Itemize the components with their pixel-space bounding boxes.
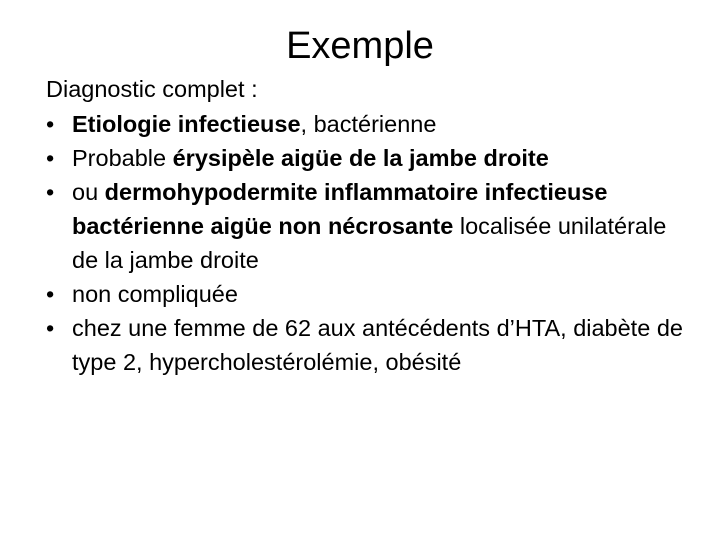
item-text: , bactérienne bbox=[300, 111, 437, 137]
list-item bbox=[46, 175, 696, 277]
bullet-icon: • bbox=[46, 315, 55, 341]
intro-text: Diagnostic complet : bbox=[46, 76, 258, 102]
list-item bbox=[46, 107, 696, 141]
item-text-bold: Etiologie infectieuse bbox=[72, 111, 301, 137]
item-text: non compliquée bbox=[72, 281, 238, 307]
item-text: localisée unilatérale de la jambe droite bbox=[72, 213, 667, 273]
bullet-icon: • bbox=[46, 111, 55, 137]
item-text: chez une femme de 62 aux antécédents d’HTA, diabète de type 2, hypercholestérolémie, obésité bbox=[72, 315, 683, 375]
item-text: ou bbox=[72, 179, 105, 205]
bullet-icon: • bbox=[46, 179, 55, 205]
bullet-icon: • bbox=[46, 145, 55, 171]
item-text-bold: érysipèle aigüe de la jambe droite bbox=[172, 145, 549, 171]
item-text: Probable bbox=[72, 145, 173, 171]
slide-content bbox=[46, 72, 696, 379]
list-item bbox=[46, 311, 696, 379]
list-item bbox=[46, 141, 696, 175]
item-text-bold: dermohypodermite inflammatoire infectieuse bactérienne aigüe non nécrosante bbox=[72, 179, 608, 239]
bullet-list bbox=[46, 107, 696, 379]
list-item bbox=[46, 277, 696, 311]
slide-title: Exemple bbox=[286, 25, 434, 67]
bullet-icon: • bbox=[46, 281, 55, 307]
